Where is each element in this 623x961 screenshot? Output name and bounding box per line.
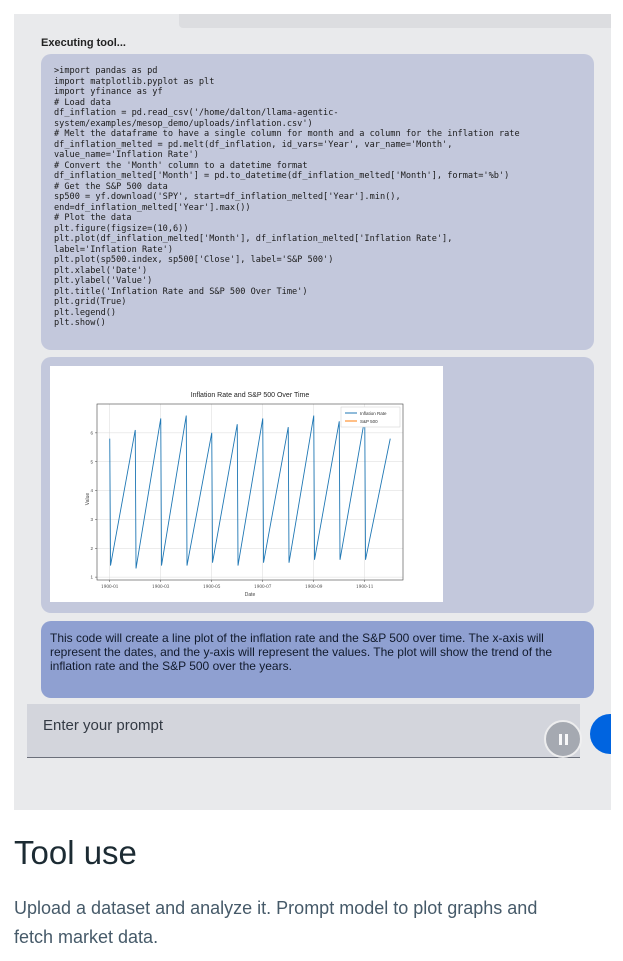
code-line: # Load data — [54, 97, 111, 108]
code-line: import yfinance as yf — [54, 87, 163, 97]
code-line: # Plot the data — [54, 213, 132, 223]
code-line: df_inflation = pd.read_csv('/home/dalton/llama-agentic- — [54, 108, 339, 118]
answer-card — [41, 621, 594, 698]
y-tick-label: 6 — [90, 430, 93, 436]
series-line-inflation-rate — [110, 416, 391, 569]
prompt-input[interactable] — [43, 714, 443, 736]
section-title: Tool use — [14, 834, 137, 871]
code-line: plt.title('Inflation Rate and S&P 500 Over Time') — [54, 286, 308, 297]
status-label: Executing tool... — [41, 37, 126, 49]
code-line: system/examples/mesop_demo/uploads/inflation.csv') — [54, 118, 313, 129]
code-line: # Get the S&P 500 data — [54, 181, 168, 192]
line-chart — [50, 366, 443, 602]
pause-icon — [559, 734, 568, 745]
x-tick-label: 1900-11 — [356, 584, 374, 589]
prompt-box — [27, 704, 580, 758]
section-description: Upload a dataset and analyze it. Prompt model to plot graphs and fetch market data. — [14, 898, 538, 947]
send-button[interactable] — [590, 714, 611, 754]
code-card — [41, 54, 594, 350]
code-line: plt.ylabel('Value') — [54, 276, 153, 286]
code-line: df_inflation_melted = pd.melt(df_inflation, id_vars='Year', var_name='Month', — [54, 139, 453, 150]
top-tab — [179, 14, 611, 28]
code-line: df_inflation_melted['Month'] = pd.to_datetime(df_inflation_melted['Month'], format='%b') — [54, 171, 510, 181]
chart-ylabel: Value — [85, 492, 91, 506]
legend-label-sp500: S&P 500 — [360, 419, 378, 424]
code-line: plt.plot(sp500.index, sp500['Close'], label='S&P 500') — [54, 255, 334, 265]
y-tick-label: 2 — [90, 545, 93, 551]
code-line: value_name='Inflation Rate') — [54, 150, 199, 160]
x-tick-label: 1900-03 — [152, 584, 170, 589]
code-line: plt.figure(figsize=(10,6)) — [54, 223, 189, 234]
code-block — [54, 66, 588, 329]
code-line: end=df_inflation_melted['Year'].max()) — [54, 202, 251, 213]
code-line: plt.xlabel('Date') — [54, 265, 148, 276]
pause-button[interactable] — [544, 720, 582, 758]
chart-xlabel: Date — [244, 592, 256, 598]
y-tick-label: 3 — [90, 517, 93, 523]
y-tick-label: 5 — [90, 459, 93, 465]
chart-image — [50, 366, 443, 602]
demo-frame — [14, 14, 611, 810]
chart-legend — [341, 407, 400, 427]
answer-text: This code will create a line plot of the inflation rate and the S&P 500 over time. The x-axis will represent the dates, and the y-axis will represent the values. The plot will show the trend of the inflation rate and the S&P 500 over the years. — [50, 631, 553, 673]
x-tick-label: 1900-05 — [203, 584, 221, 589]
code-line: plt.plot(df_inflation_melted['Month'], df_inflation_melted['Inflation Rate'], — [54, 234, 453, 244]
code-line: # Melt the dataframe to have a single column for month and a column for the inflation rate — [54, 129, 520, 139]
code-line: plt.grid(True) — [54, 297, 127, 307]
x-tick-label: 1900-09 — [305, 584, 323, 589]
legend-label-inflation: Inflation Rate — [360, 411, 387, 416]
code-line: plt.legend() — [54, 307, 117, 318]
chart-card — [41, 357, 594, 613]
code-line: plt.show() — [54, 318, 106, 328]
y-tick-label: 1 — [90, 574, 93, 580]
x-tick-label: 1900-01 — [101, 584, 119, 589]
code-line: sp500 = yf.download('SPY', start=df_inflation_melted['Year'].min(), — [54, 192, 401, 202]
legend-box — [341, 407, 400, 427]
chart-title: Inflation Rate and S&P 500 Over Time — [190, 392, 310, 399]
code-line: # Convert the 'Month' column to a datetime format — [54, 160, 308, 171]
code-line: >import pandas as pd — [54, 66, 158, 76]
x-tick-label: 1900-07 — [254, 584, 272, 589]
code-line: label='Inflation Rate') — [54, 244, 173, 255]
code-line: import matplotlib.pyplot as plt — [54, 76, 215, 87]
y-tick-label: 4 — [90, 488, 93, 494]
